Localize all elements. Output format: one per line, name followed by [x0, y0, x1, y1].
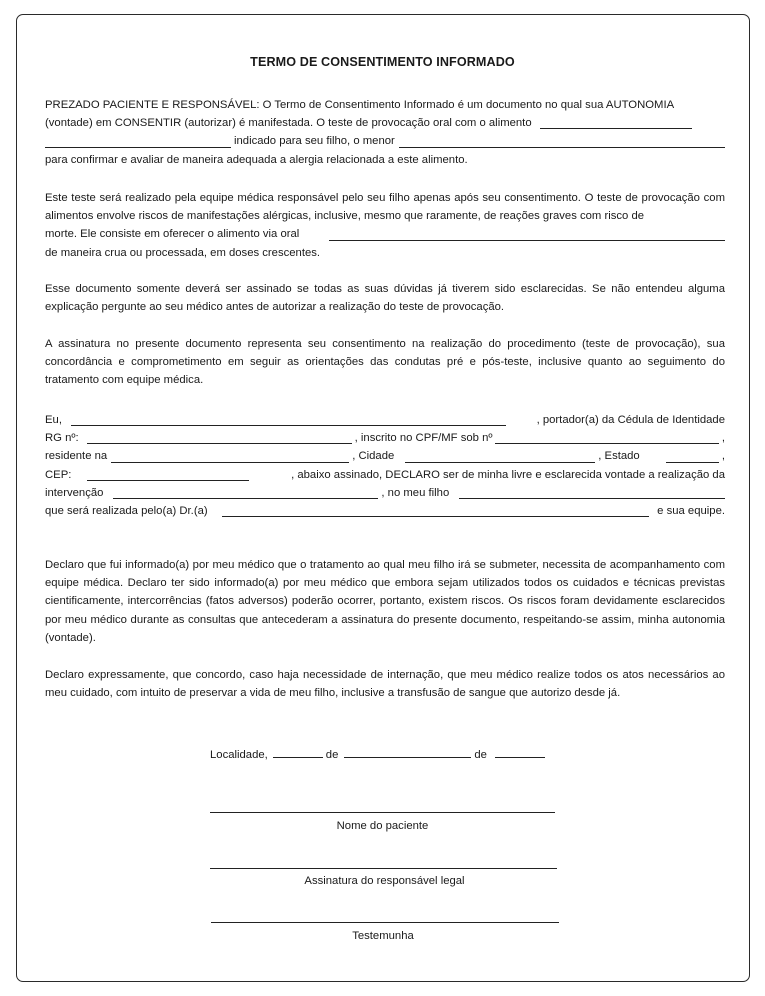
paragraph-intro — [45, 96, 725, 169]
label-rg: RG nº: — [45, 432, 79, 445]
city-field[interactable] — [405, 450, 595, 463]
address-field[interactable] — [111, 450, 349, 463]
guardian-signature-label: Assinatura do responsável legal — [304, 875, 465, 887]
rg-field[interactable] — [87, 431, 352, 444]
label-de-2: de — [474, 749, 487, 761]
cpf-field[interactable] — [495, 431, 719, 444]
food-field[interactable] — [540, 116, 692, 129]
paragraph-hospitalization-declaration: Declaro expressamente, que concordo, caso haja necessidade de internação, que meu médico realize todos os atos necessários ao meu cuidado, com intuito de preservar a vida de meu filho, inclusive a transfusão de sangue que autorizo desde já. — [45, 669, 725, 700]
paragraph-test-description — [45, 189, 725, 262]
child-field[interactable] — [459, 486, 725, 499]
label-localidade: Localidade, — [210, 749, 268, 761]
witness-signature-line[interactable] — [211, 922, 559, 923]
label-realizada-pelo: que será realizada pelo(a) Dr.(a) — [45, 504, 208, 517]
declaration-form — [45, 411, 725, 520]
label-intervencao: intervenção — [45, 486, 104, 499]
document-title: TERMO DE CONSENTIMENTO INFORMADO — [250, 55, 515, 69]
month-field[interactable] — [344, 745, 471, 758]
year-field[interactable] — [495, 745, 545, 758]
intro-line-3: indicado para seu filho, o menor — [234, 135, 395, 148]
patient-name-label: Nome do paciente — [336, 820, 429, 832]
label-eu: Eu, — [45, 413, 62, 426]
label-comma: , — [721, 432, 725, 445]
label-de-1: de — [325, 749, 339, 761]
name-field[interactable] — [71, 413, 506, 426]
test-description-line-3: morte. Ele consiste em oferecer o alimento via oral — [45, 228, 300, 241]
paragraph-risk-declaration: Declaro que fui informado(a) por meu médico que o tratamento ao qual meu filho irá se submeter, necessita de acompanhamento com equipe médica. Declaro ter sido informado(a) por meu médico que embora sejam utilizados todos os cuidados e técnicas previstas cientificamente, intercorrências (fatos adversos) poderão ocorrer, portanto, existem riscos. Os riscos foram devidamente esclarecidos por meu médico durante as consultas que antecederam a assinatura do presente documento, respeitando-se assim, minha autonomia (vontade). — [45, 559, 725, 644]
label-cpf: , inscrito no CPF/MF sob nº — [354, 432, 493, 445]
date-line — [210, 745, 548, 761]
food-field-continued[interactable] — [45, 135, 231, 148]
label-estado: , Estado — [598, 450, 640, 463]
paragraph-signature-meaning: A assinatura no presente documento representa seu consentimento na realização do procedimento (teste de provocação), sua concordância e comprometimento em seguir as orientações das condutas pré e pós-teste, inclusive quanto ao seguimento do tratamento com equipe médica. — [45, 338, 725, 387]
label-residente: residente na — [45, 450, 108, 463]
intro-line-4: para confirmar e avaliar de maneira adequada a alergia relacionada a este alimento. — [45, 153, 468, 166]
oral-food-field[interactable] — [329, 228, 725, 241]
label-cidade: , Cidade — [352, 450, 395, 463]
state-field[interactable] — [666, 450, 719, 463]
label-portador: , portador(a) da Cédula de Identidade — [536, 413, 725, 426]
intro-line-2: (vontade) em CONSENTIR (autorizar) é manifestada. O teste de provocação oral com o alimento — [45, 117, 532, 130]
test-description-text: Este teste será realizado pela equipe médica responsável pelo seu filho apenas após seu consentimento. O teste de provocação com alimentos envolve riscos de manifestações alérgicas, inclusive, mesmo que raramente, de reações graves com risco de — [45, 192, 725, 223]
cep-field[interactable] — [87, 468, 249, 481]
patient-name-line[interactable] — [210, 812, 555, 813]
label-sua-equipe: e sua equipe. — [657, 504, 725, 517]
guardian-signature-line[interactable] — [210, 868, 557, 869]
label-abaixo-assinado: , abaixo assinado, DECLARO ser de minha livre e esclarecida vontade a realização da — [291, 468, 725, 481]
test-description-line-4: de maneira crua ou processada, em doses crescentes. — [45, 246, 321, 259]
label-comma-2: , — [721, 450, 725, 463]
intro-line-1: PREZADO PACIENTE E RESPONSÁVEL: O Termo de Consentimento Informado é um documento no qual sua AUTONOMIA — [45, 98, 675, 111]
day-field[interactable] — [273, 745, 323, 758]
doctor-field[interactable] — [222, 504, 650, 517]
child-name-field[interactable] — [399, 135, 725, 148]
paragraph-signing-advice: Esse documento somente deverá ser assinado se todas as suas dúvidas já tiverem sido esclarecidas. Se não entendeu alguma explicação pergunte ao seu médico antes de autorizar a realização do teste de provocação. — [45, 283, 725, 314]
label-meu-filho: , no meu filho — [381, 486, 450, 499]
intervention-field[interactable] — [113, 486, 378, 499]
witness-signature-label: Testemunha — [352, 930, 414, 942]
label-cep: CEP: — [45, 468, 72, 481]
